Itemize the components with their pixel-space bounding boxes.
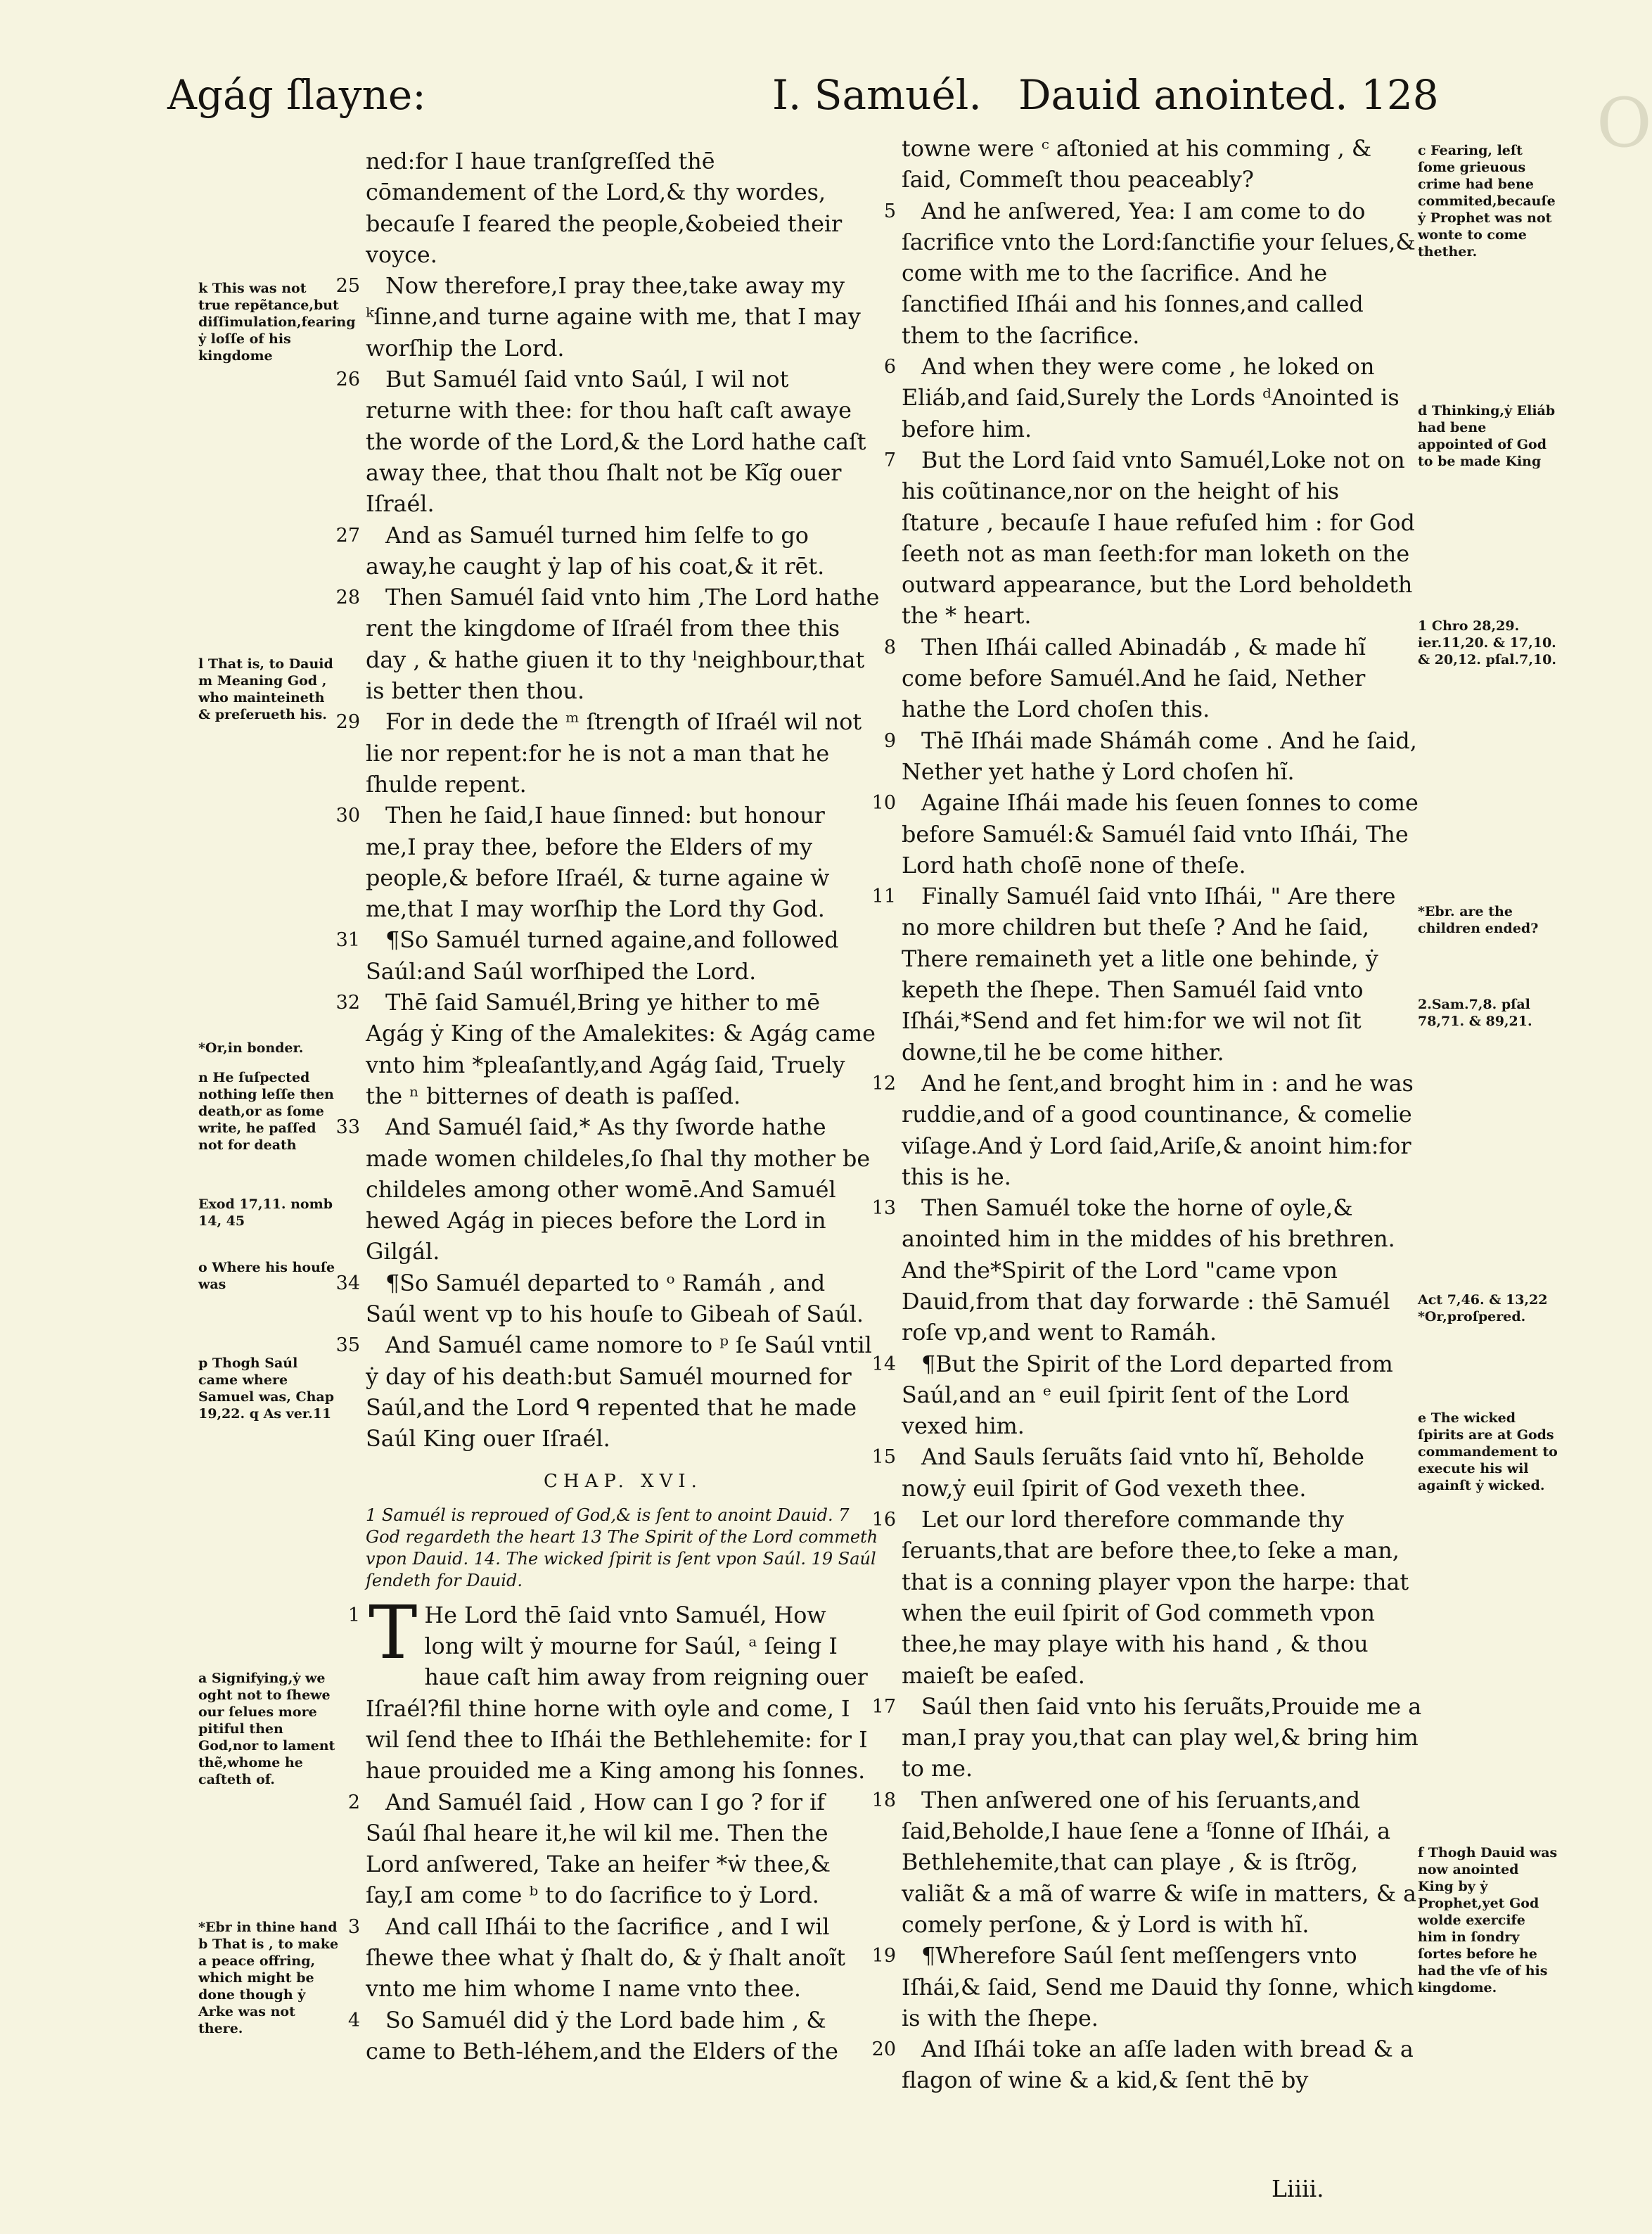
verse-text: Now therefore,I pray thee,take away my ᵏſinne,and turne againe with me, that I may worſhip the Lord. xyxy=(366,273,861,362)
verse-text: But the Lord ſaid vnto Samuél,Loke not on his coũtinance,nor on the height of his ſtature , becauſe I haue refuſed him : for God ſeeth not as man ſeeth:for man loketh on the outward appearance, but the Lord beholdeth the * heart. xyxy=(902,447,1415,630)
verse-number: 13 xyxy=(871,1197,896,1220)
verse-text: Finally Samuél ſaid vnto Iſhái, " Are there no more children but theſe ? And he ſaid, There remaineth yet a litle one behinde, ẏ kepeth the ſhepe. Then Samuél ſaid vnto Iſhái,*Send and fet him:for we wil not ſit downe,til he be come hither. xyxy=(902,883,1396,1066)
catchword: Liiii. xyxy=(1272,2175,1324,2202)
verse-text: And Samuél came nomore to ᵖ ſe Saúl vntil ẏ day of his death:but Samuél mourned for Saúl,and the Lord ᑫ repented that he made Saúl King ouer Iſraél. xyxy=(366,1332,872,1453)
verse-number: 20 xyxy=(871,2038,896,2061)
verse-6 xyxy=(883,352,1422,445)
verse-2 xyxy=(347,1787,881,1912)
verse-number: 34 xyxy=(335,1272,360,1294)
verse-9 xyxy=(883,726,1422,789)
verse-text: He Lord thē ſaid vnto Samuél, How long wilt ẏ mourne for Saúl, ᵃ ſeing I haue caſt him away from reigning ouer Iſraél?fil thine horne with oyle and come, I wil ſend thee to Iſhái the Bethlehemite: for I haue prouided me a King among his ſonnes. xyxy=(366,1602,868,1785)
verse-number: 31 xyxy=(335,929,360,952)
verse-number: 15 xyxy=(871,1446,896,1469)
verse-text: ned:for I haue tranſgreſſed thē cōmandement of the Lord,& thy wordes, becauſe I feared the people,&obeied their voyce. xyxy=(366,148,843,268)
verse-text: Let our lord therefore commande thy ſeruants,that are before thee,to ſeke a man, that is a conning player vpon the harpe: that when the euil ſpirit of God commeth vpon thee,he may playe with his hand , & thou maieſt be eaſed. xyxy=(902,1507,1409,1689)
verse-29 xyxy=(335,707,881,800)
verse-11 xyxy=(871,881,1422,1068)
verse-number: 10 xyxy=(871,792,896,815)
verse-text: Then Samuél toke the horne of oyle,& anointed him in the middes of his brethren. And the*Spirit of the Lord "came vpon Dauid,from that day forwarde : thē Samuél roſe vp,and went to Ramáh. xyxy=(902,1195,1395,1346)
verse-number: 7 xyxy=(883,449,896,471)
verse-number: 30 xyxy=(335,805,360,827)
margin-note: *Ebr in thine hand b That is , to make a peace offring, which might be done though ẏ Arke was not there. xyxy=(198,1920,339,2036)
verse-text: And he ſent,and broght him in : and he was ruddie,and of a good countinance, & comelie viſage.And ẏ Lord ſaid,Ariſe,& anoint him:for this is he. xyxy=(902,1070,1414,1190)
verse-30 xyxy=(335,800,881,925)
verse-text: And as Samuél turned him ſelfe to go away,he caught ẏ lap of his coat,& it rēt. xyxy=(366,522,825,580)
verse-5 xyxy=(883,196,1422,352)
verse-number: 33 xyxy=(335,1116,360,1139)
verse-number: 2 xyxy=(347,1791,360,1813)
header-left: Agág ſlayne: xyxy=(167,71,426,119)
next-page-edge: O xyxy=(1596,84,1652,162)
margin-note: f Thogh Dauid was now anointed King by ẏ Prophet,yet God wolde exercife him in ſondry ſortes before he had the vſe of his kingdome. xyxy=(1418,1845,1558,1996)
verse-15 xyxy=(871,1442,1422,1505)
chapter-heading: CHAP. XVI. xyxy=(544,1471,703,1493)
verse-number: 1 xyxy=(347,1604,360,1626)
verse-text: And he anſwered, Yea: I am come to do ſacrifice vnto the Lord:ſanctifie your ſelues,& come with me to the ſacrifice. And he ſanctified Iſhái and his ſonnes,and called them to the ſacrifice. xyxy=(902,198,1416,349)
verse-number: 17 xyxy=(871,1695,896,1718)
verse-text: Then he ſaid,I haue ſinned: but honour me,I pray thee, before the Elders of my people,& before Iſraél, & turne againe ẇ me,that I may worſhip the Lord thy God. xyxy=(366,803,830,923)
margin-note: Exod 17,11. nomb 14, 45 xyxy=(198,1196,333,1229)
margin-note: e The wicked ſpirits are at Gods commandement to execute his wil againſt ẏ wicked. xyxy=(1418,1410,1558,1493)
verse-14 xyxy=(871,1349,1422,1443)
verse-number: 11 xyxy=(871,886,896,908)
margin-note: n He ſuſpected nothing leſſe then death,or as ſome write, he paſſed not for death xyxy=(198,1070,334,1153)
verse-text: And Iſhái toke an aſſe laden with bread & a flagon of wine & a kid,& ſent thē by xyxy=(902,2036,1414,2094)
verse-number: 9 xyxy=(883,729,896,752)
margin-note: Act 7,46. & 13,22 *Or,proſpered. xyxy=(1418,1292,1548,1325)
margin-note: l That is, to Dauid m Meaning God , who mainteineth & preſerueth his. xyxy=(198,656,333,722)
verse-12 xyxy=(871,1068,1422,1193)
margin-note: 2.Sam.7,8. pſal 78,71. & 89,21. xyxy=(1418,997,1532,1029)
verse-number: 3 xyxy=(347,1915,360,1938)
verse-26 xyxy=(335,364,881,520)
verse-text: And when they were come , he loked on Eliáb,and ſaid,Surely the Lords ᵈAnointed is before him. xyxy=(902,354,1400,442)
margin-note: o Where his houſe was xyxy=(198,1260,335,1292)
verse-number: 16 xyxy=(871,1509,896,1531)
verse-25 xyxy=(335,271,881,364)
verse-number: 4 xyxy=(347,2009,360,2031)
verse-number: 28 xyxy=(335,587,360,609)
margin-note: d Thinking,ẏ Eliáb had bene appointed of God to be made King xyxy=(1418,403,1556,469)
verse-text: And call Iſhái to the ſacrifice , and I wil ſhewe thee what ẏ ſhalt do, & ẏ ſhalt anoĩt vnto me him whome I name vnto thee. xyxy=(366,1913,846,2003)
verse-text: ¶Wherefore Saúl ſent meſſengers vnto Iſhái,& ſaid, Send me Dauid thy ſonne, which is with the ſhepe. xyxy=(902,1943,1414,2031)
verse-text: towne were ᶜ aſtonied at his comming , & ſaid, Commeſt thou peaceably? xyxy=(902,136,1372,193)
verse-text: ¶So Samuél departed to ᵒ Ramáh , and Saúl went vp to his houſe to Gibeah of Saúl. xyxy=(366,1270,864,1327)
margin-note: *Or,in bonder. xyxy=(198,1040,304,1056)
verse-18 xyxy=(871,1785,1422,1941)
verse-10 xyxy=(871,788,1422,881)
verse-cont xyxy=(902,134,1422,196)
verse-4 xyxy=(347,2005,881,2068)
verse-number: 5 xyxy=(883,200,896,222)
verse-number: 26 xyxy=(335,369,360,391)
verse-17 xyxy=(871,1692,1422,1785)
verse-13 xyxy=(871,1193,1422,1348)
verse-31 xyxy=(335,925,881,988)
verse-text: And Sauls ſeruãts ſaid vnto hĩ, Beholde now,ẏ euil ſpirit of God vexeth thee. xyxy=(902,1444,1364,1502)
verse-text: So Samuél did ẏ the Lord bade him , & came to Beth-léhem,and the Elders of the xyxy=(366,2007,838,2064)
verse-text: And Samuél ſaid , How can I go ? for if Saúl ſhal heare it,he wil kil me. Then the Lord anſwered, Take an heifer *ẇ thee,& ſay,I am come ᵇ to do ſacrifice to ẏ Lord. xyxy=(366,1789,831,1909)
verse-34 xyxy=(335,1268,881,1331)
verse-27 xyxy=(335,521,881,583)
verse-8 xyxy=(883,632,1422,726)
verse-number: 25 xyxy=(335,275,360,298)
verse-text: And Samuél ſaid,* As thy ſworde hathe made women childeles,ſo ſhal thy mother be childeles among other womē.And Samuél hewed Agág in pieces before the Lord in Gilgál. xyxy=(366,1114,871,1265)
verse-text: But Samuél ſaid vnto Saúl, I wil not returne with thee: for thou haſt caſt awaye the worde of the Lord,& the Lord hathe caſt away thee, that thou ſhalt not be Kĩg ouer Iſraél. xyxy=(366,366,866,518)
verse-number: 6 xyxy=(883,356,896,378)
margin-note: p Thogh Saúl came where Samuel was, Chap 19,22. q As ver.11 xyxy=(198,1355,334,1422)
verse-text: Then Samuél ſaid vnto him ,The Lord hathe rent the kingdome of Iſraél from thee this day , & hathe giuen it to thy ˡneighbour,that is better then thou. xyxy=(366,585,880,705)
verse-text: Saúl then ſaid vnto his ſeruãts,Prouide me a man,I pray you,that can play wel,& bring him to me. xyxy=(902,1693,1422,1782)
margin-note: 1 Chro 28,29. ier.11,20. & 17,10. & 20,12. pſal.7,10. xyxy=(1418,618,1556,668)
verse-text: Then anſwered one of his ſeruants,and ſaid,Beholde,I haue ſene a ᶠſonne of Iſhái, a Bethlehemite,that can playe , & is ſtrõg, valiãt & a mã of warre & wiſe in matters, & a comely perſone, & ẏ Lord is with hĩ. xyxy=(902,1787,1417,1938)
verse-32 xyxy=(335,988,881,1112)
drop-cap: T xyxy=(369,1589,418,1676)
verse-number: 18 xyxy=(871,1789,896,1811)
verse-16 xyxy=(871,1505,1422,1692)
verse-35 xyxy=(335,1330,881,1455)
left-column xyxy=(335,146,881,2067)
verse-number: 29 xyxy=(335,711,360,734)
verse-number: 12 xyxy=(871,1072,896,1094)
header-right: Dauid anointed. 128 xyxy=(1018,71,1439,119)
verse-number: 8 xyxy=(883,636,896,658)
verse-cont xyxy=(366,146,881,271)
verse-1 xyxy=(347,1589,881,1787)
margin-note: k This was not true repẽtance,but diſſimulation,fearing ẏ loſſe of his kingdome xyxy=(198,281,356,364)
verse-text: Againe Iſhái made his ſeuen ſonnes to come before Samuél:& Samuél ſaid vnto Iſhái, The Lord hath choſē none of theſe. xyxy=(902,790,1419,879)
chapter-summary: 1 Samuél is reproued of God,& is ſent to anoint Dauid. 7 God regardeth the heart 13 The Spirit of the Lord commeth vpon Dauid. 14. The wicked ſpirit is ſent vpon Saúl. 19 Saúl ſendeth for Dauid. xyxy=(366,1505,878,1590)
verse-19 xyxy=(871,1941,1422,2034)
verse-7 xyxy=(883,445,1422,632)
verse-number: 27 xyxy=(335,524,360,547)
verse-20 xyxy=(871,2034,1422,2097)
verse-33 xyxy=(335,1112,881,1268)
verse-28 xyxy=(335,582,881,707)
verse-number: 14 xyxy=(871,1353,896,1375)
verse-text: Then Iſhái called Abinadáb , & made hĩ come before Samuél.And he ſaid, Nether hathe the Lord choſen this. xyxy=(902,634,1366,723)
verse-text: ¶So Samuél turned againe,and followed Saúl:and Saúl worſhiped the Lord. xyxy=(366,927,839,985)
verse-text: Thē Iſhái made Shámáh come . And he ſaid, Nether yet hathe ẏ Lord choſen hĩ. xyxy=(902,727,1417,785)
verse-text: For in dede the ᵐ ſtrength of Iſraél wil not lie nor repent:for he is not a man that he ſhulde repent. xyxy=(366,709,862,798)
verse-number: 35 xyxy=(335,1334,360,1357)
header-center: I. Samuél. xyxy=(772,71,982,119)
right-column xyxy=(871,134,1422,2097)
verse-3 xyxy=(347,1912,881,2005)
margin-note: a Signifying,ẏ we oght not to ſhewe our ſelues more pitiful then God,nor to lament thẽ,whome he caſteth of. xyxy=(198,1671,335,1787)
margin-note: *Ebr. are the children ended? xyxy=(1418,904,1539,936)
margin-note: c Fearing, leſt ſome grieuous crime had bene commited,becauſe ẏ Prophet was not wonte to come thether. xyxy=(1418,143,1556,260)
verse-text: Thē ſaid Samuél,Bring ye hither to mē Agág ẏ King of the Amalekites: & Agág came vnto him *pleaſantly,and Agág ſaid, Truely the ⁿ bitternes of death is paſſed. xyxy=(366,990,876,1109)
verse-number: 32 xyxy=(335,992,360,1014)
verse-number: 19 xyxy=(871,1945,896,1967)
verse-text: ¶But the Spirit of the Lord departed from Saúl,and an ᵉ euil ſpirit ſent of the Lord vexed him. xyxy=(902,1351,1393,1440)
